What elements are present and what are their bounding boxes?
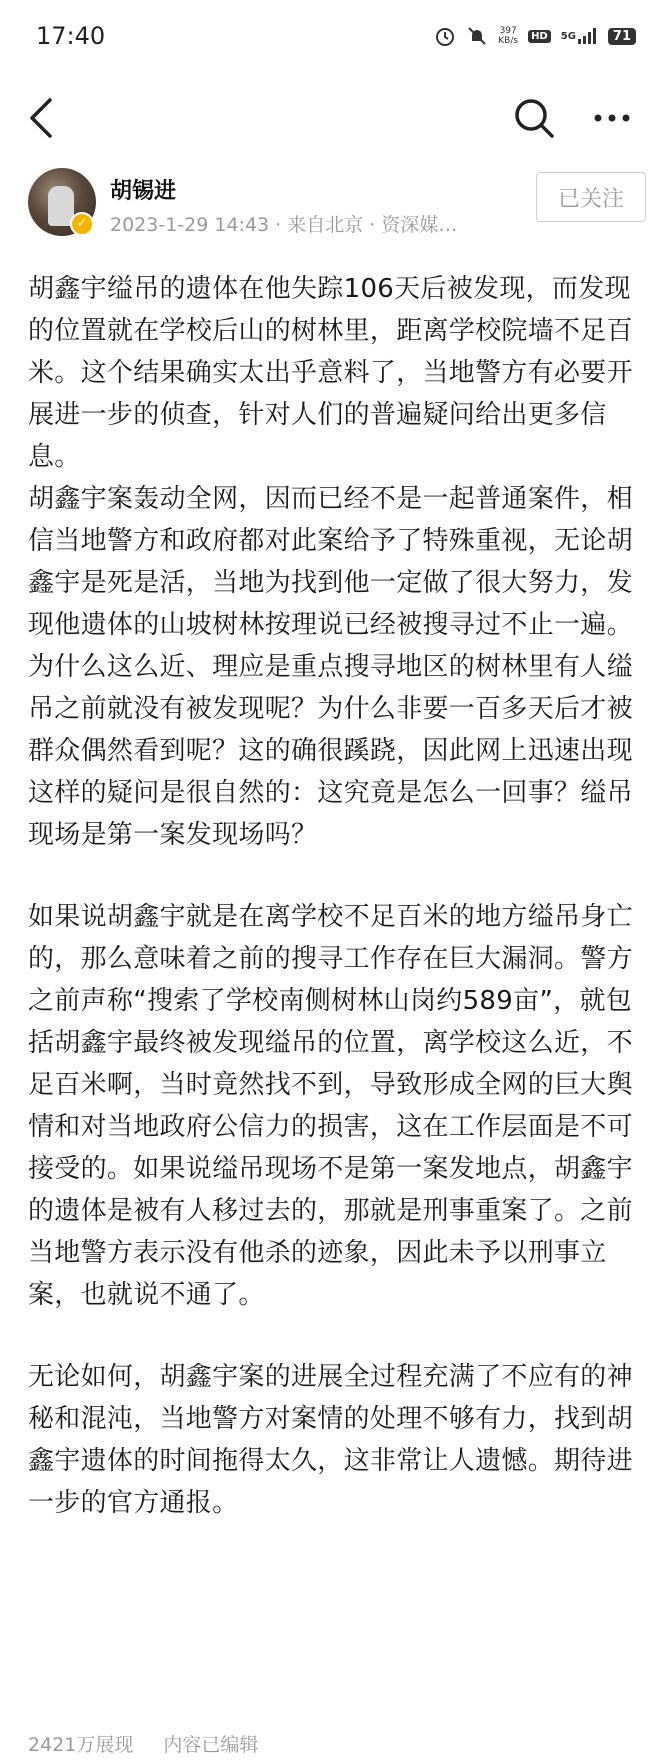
article-body	[28, 268, 638, 1524]
status-icons	[434, 20, 636, 52]
post-meta: 2023-1-29 14:43 · 来自北京 · 资深媒…	[110, 214, 458, 236]
more-horizontal-icon[interactable]	[588, 94, 636, 142]
alarm-icon	[434, 25, 456, 47]
edited-label: 内容已编辑	[163, 1734, 259, 1756]
paragraph-gap	[28, 856, 638, 896]
hd-badge: HD	[528, 30, 551, 43]
paragraph-1: 胡鑫宇缢吊的遗体在他失踪106天后被发现，而发现的位置就在学校后山的树林里，距离学校院墙不足百米。这个结果确实太出乎意料了，当地警方有必要开展进一步的侦查，针对人们的普遍疑问给出更多信息。	[28, 274, 633, 472]
paragraph-2: 胡鑫宇案轰动全网，因而已经不是一起普通案件，相信当地警方和政府都对此案给予了特殊重视，无论胡鑫宇是死是活，当地为找到他一定做了很大努力，发现他遗体的山坡树林按理说已经被搜寻过不止一遍。为什么这么近、理应是重点搜寻地区的树林里有人缢吊之前就没有被发现呢？为什么非要一百多天后才被群众偶然看到呢？这的确很蹊跷，因此网上迅速出现这样的疑问是很自然的：这究竟是怎么一回事？缢吊现场是第一案发现场吗？	[28, 484, 633, 850]
status-bar	[0, 0, 660, 72]
net-speed: 397 KB/s	[498, 26, 519, 46]
author-header	[0, 160, 660, 260]
verified-badge-icon: ✓	[70, 212, 94, 236]
signal-icon: 5G	[561, 28, 598, 44]
top-nav	[0, 72, 660, 168]
paragraph-4: 无论如何，胡鑫宇案的进展全过程充满了不应有的神秘和混沌，当地警方对案情的处理不够有力，找到胡鑫宇遗体的时间拖得太久，这非常让人遗憾。期待进一步的官方通报。	[28, 1362, 633, 1518]
follow-button[interactable]: 已关注	[536, 172, 646, 222]
view-count: 2421万展现	[28, 1734, 134, 1756]
paragraph-gap	[28, 1316, 638, 1356]
battery-icon: 71	[608, 28, 636, 45]
post-footer	[28, 1730, 258, 1760]
status-time: 17:40	[36, 22, 106, 50]
chevron-left-icon[interactable]	[22, 94, 62, 142]
mute-icon	[466, 25, 488, 47]
search-icon[interactable]	[510, 94, 558, 142]
author-name[interactable]: 胡锡进	[110, 179, 177, 204]
paragraph-3: 如果说胡鑫宇就是在离学校不足百米的地方缢吊身亡的，那么意味着之前的搜寻工作存在巨大漏洞。警方之前声称“搜索了学校南侧树林山岗约589亩”，就包括胡鑫宇最终被发现缢吊的位置，离学校这么近，不足百米啊，当时竟然找不到，导致形成全网的巨大舆情和对当地政府公信力的损害，这在工作层面是不可接受的。如果说缢吊现场不是第一案发地点，胡鑫宇的遗体是被有人移过去的，那就是刑事重案了。之前当地警方表示没有他杀的迹象，因此未予以刑事立案，也就说不通了。	[28, 902, 633, 1310]
